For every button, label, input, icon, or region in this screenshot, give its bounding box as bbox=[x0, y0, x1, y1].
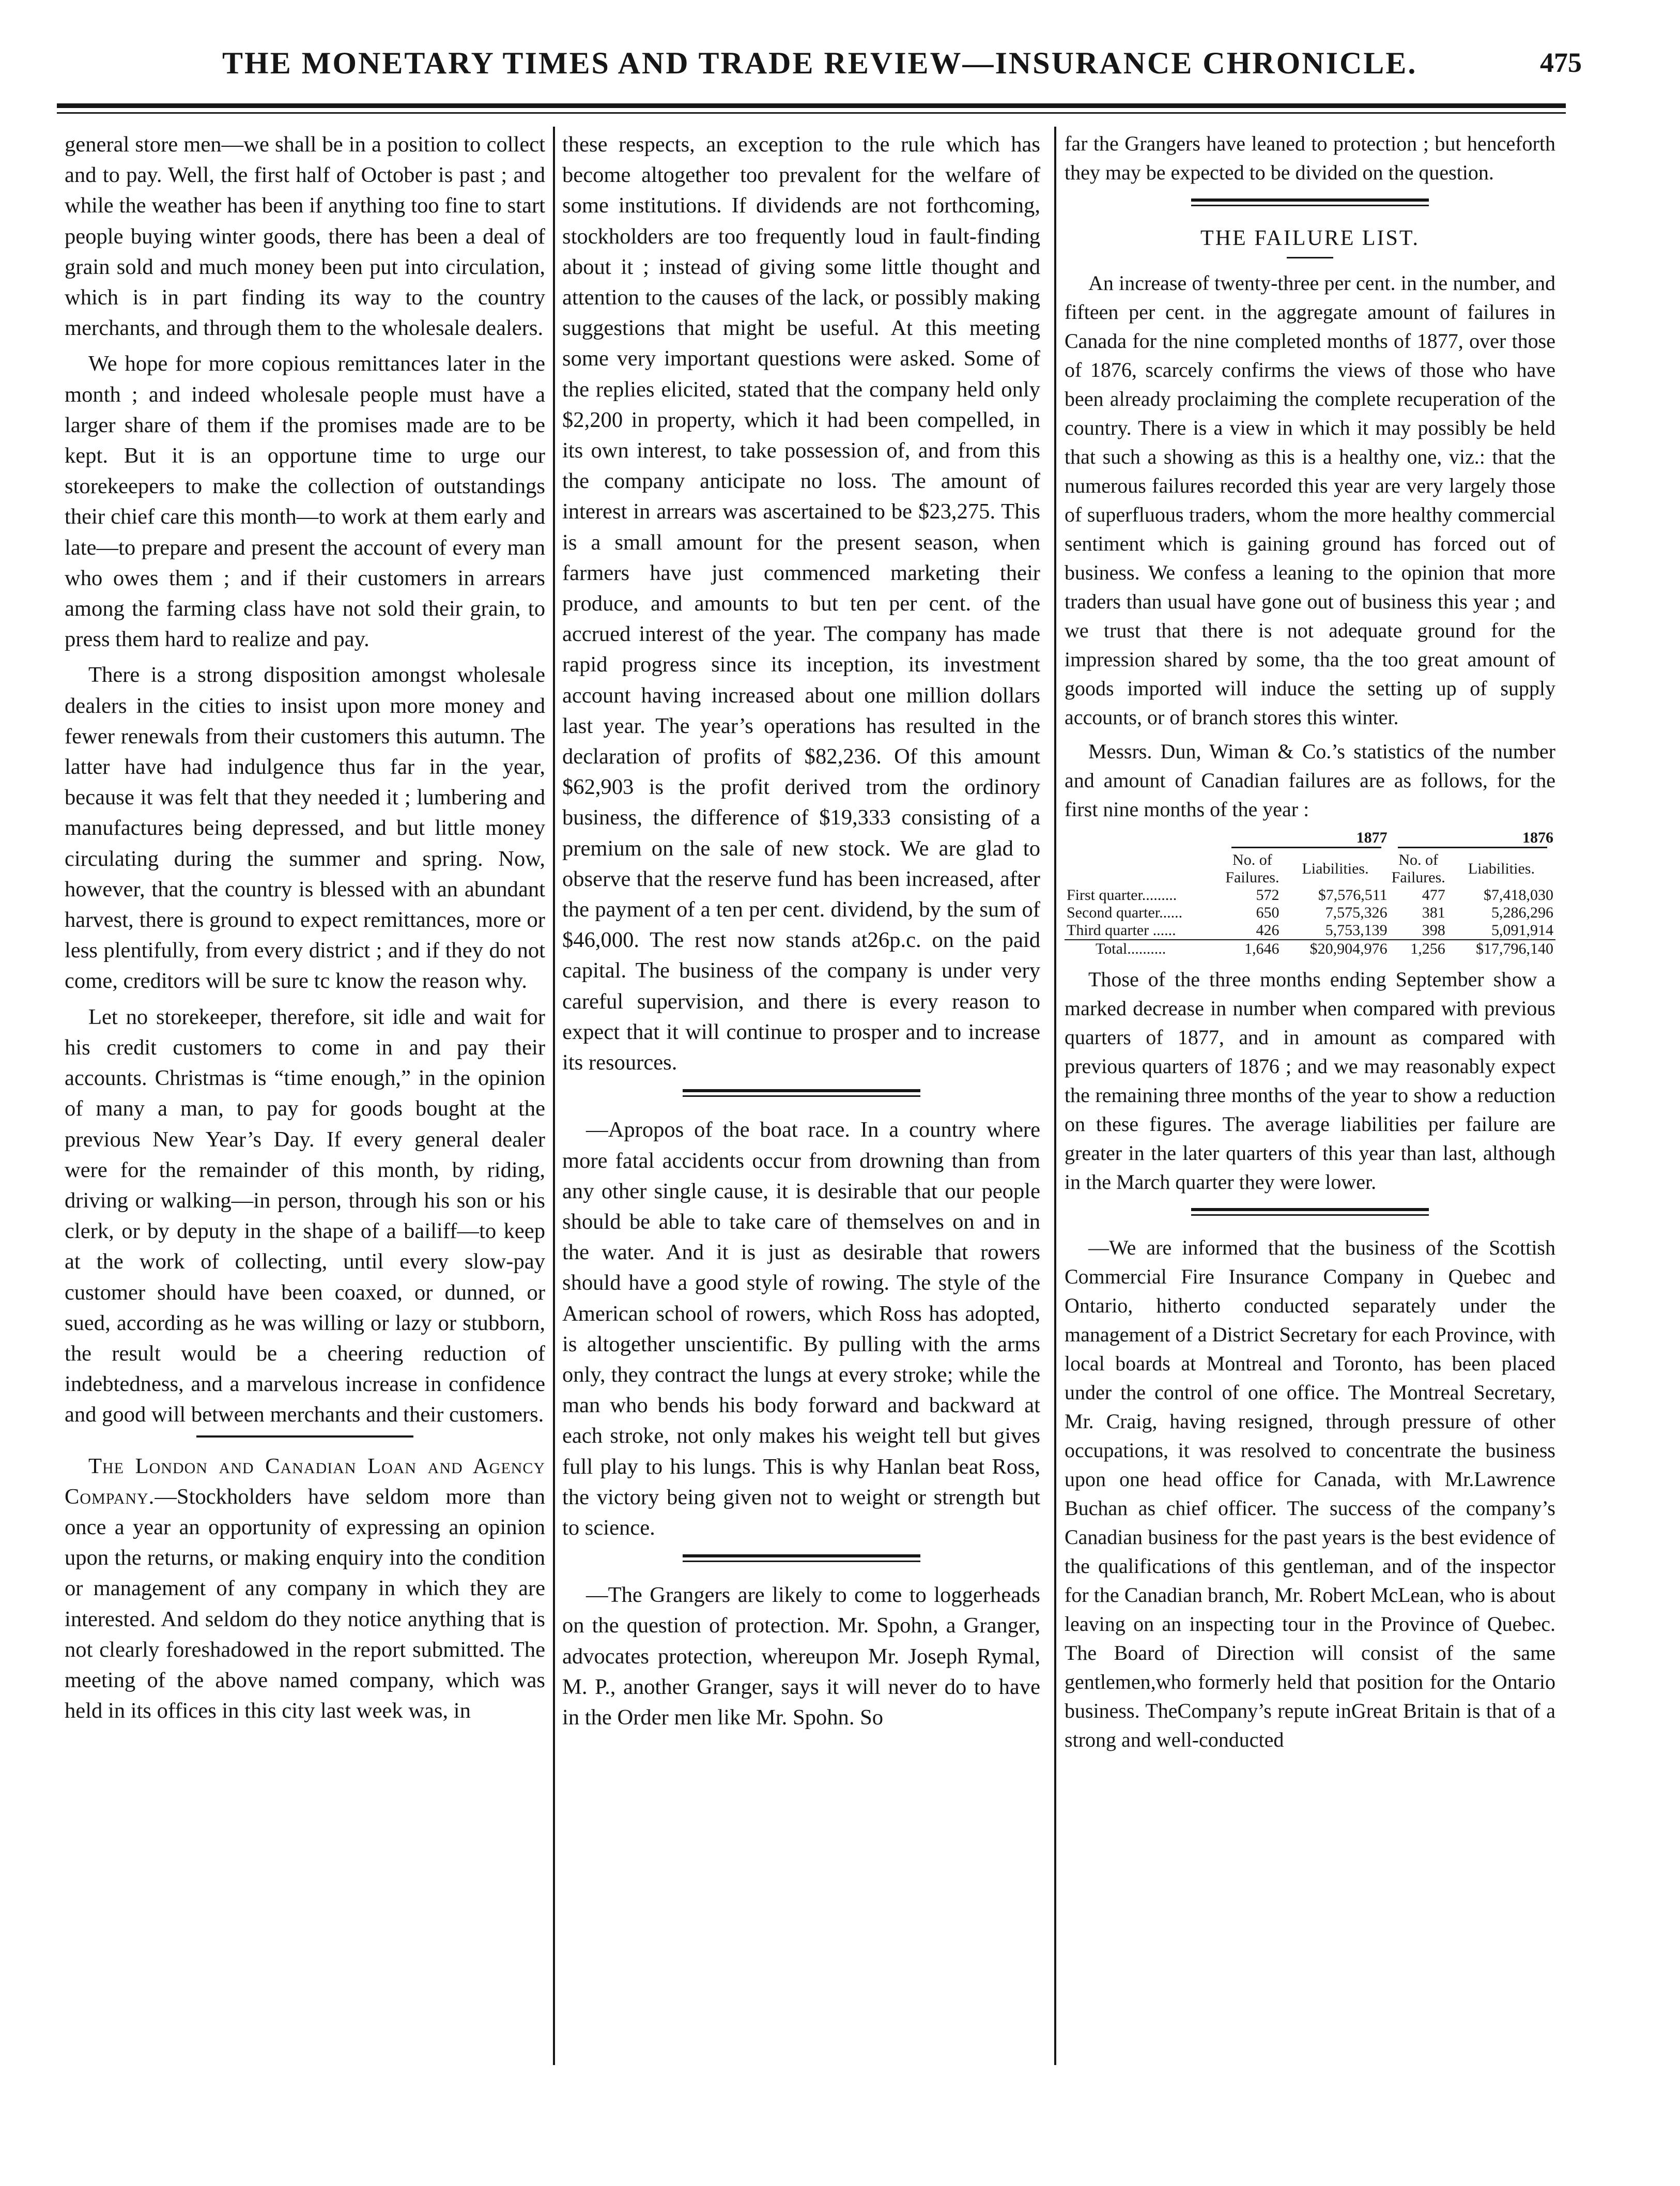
page-header bbox=[57, 40, 1607, 89]
column-middle bbox=[562, 129, 1040, 2052]
table-year-row bbox=[1065, 829, 1555, 847]
section-separator bbox=[683, 1554, 920, 1562]
section-separator bbox=[1191, 198, 1429, 206]
article-body: —Stockholders have seldom more than once a year an opportunity of expressing an opinion upon the returns, or making enquiry into the condition or management of any company in which they are interested. And seldom do they notice anything that is not clearly foreshadowed in the report submitted. The meeting of the above named company, which was held in its offices in this city last week was, in bbox=[65, 1484, 545, 1723]
table-brace-row bbox=[1065, 847, 1555, 851]
table-row: Third quarter ...... 426 5,753,139 398 5,091,914 bbox=[1067, 922, 1553, 939]
paragraph: Messrs. Dun, Wiman & Co.’s statistics of the number and amount of Canadian failures are as follows, for the first nine months of the year : bbox=[1065, 740, 1555, 821]
col-header-liabilities: Liabilities. bbox=[1302, 860, 1369, 877]
header-rule bbox=[57, 103, 1566, 108]
col-header-failures: No. of Failures. bbox=[1391, 851, 1445, 886]
column-divider bbox=[1054, 127, 1056, 2065]
running-title: THE MONETARY TIMES AND TRADE REVIEW—INSURANCE CHRONICLE. bbox=[222, 46, 1417, 80]
article-london-canadian bbox=[65, 1451, 545, 1726]
table-total-row: Total.......... 1,646 $20,904,976 1,256 $17,796,140 bbox=[1065, 940, 1555, 958]
section-separator bbox=[1191, 1208, 1429, 1216]
table-row: First quarter......... 572 $7,576,511 477 $7,418,030 bbox=[1067, 886, 1553, 904]
year-1877: 1877 bbox=[1356, 829, 1388, 846]
header-rule-thin bbox=[57, 112, 1566, 114]
paragraph-grangers: —The Grangers are likely to come to loggerheads on the question of protection. Mr. Spohn, a Granger, advocates protection, whereupon Mr. Joseph Rymal, M. P., another Granger, says it will never do to have in the Order men like Mr. Spohn. So bbox=[562, 1583, 1040, 1730]
table-row: Second quarter...... 650 7,575,326 381 5,286,296 bbox=[1067, 904, 1553, 921]
paragraph: general store men—we shall be in a position to collect and to pay. Well, the first half of October is past ; and while the weather has been if anything too fine to start people buying winter goods, there has been a deal of grain sold and much money been put into circulation, which is in part finding its way to the country merchants, and through them to the wholesale dealers. bbox=[65, 132, 545, 341]
column-left bbox=[65, 129, 545, 2052]
failure-statistics-table bbox=[1065, 829, 1555, 958]
col-header-failures: No. of Failures. bbox=[1225, 851, 1280, 886]
paragraph: these respects, an exception to the rule which has become altogether too prevalent for the welfare of some institutions. If dividends are not forthcoming, stockholders are too frequently loud in fault-finding about it ; instead of giving some little thought and attention to the causes of the lack, or possibly making suggestions that might be useful. At this meeting some very important questions were asked. Some of the replies elicited, stated that the company held only $2,200 in property, which it had been compelled, in its own interest, to take possession of, and from this the company anticipate no loss. The amount of interest in arrears was ascertained to be $23,275. This is a small amount for the present season, when farmers have just commenced marketing their produce, and amounts to but ten per cent. of the accrued interest of the year. The company has made rapid progress since its inception, its investment account having increased about one million dollars last year. The year’s operations has resulted in the declaration of profits of $82,236. Of this amount $62,903 is the profit derived trom the ordinory business, the difference of $19,333 consisting of a premium on the sale of new stock. We are glad to observe that the reserve fund has been increased, after the payment of a ten per cent. dividend, by the sum of $46,000. The rest now stands at26p.c. on the paid capital. The business of the company is under very careful supervision, and there is every reason to expect that it will continue to prosper and to increase its resources. bbox=[562, 132, 1040, 1075]
section-title: THE FAILURE LIST. bbox=[1200, 226, 1420, 250]
col-header-liabilities: Liabilities. bbox=[1468, 860, 1535, 877]
section-rule bbox=[196, 1435, 413, 1438]
title-underline bbox=[1287, 257, 1333, 258]
paragraph: We hope for more copious remittances later in the month ; and indeed wholesale people must have a larger share of them if the promises made are to be kept. But it is an opportune time to urge our storekeepers to make the collection of outstandings their chief care this month—to work at them early and late—to prepare and present the account of every man who owes them ; and if their customers in arrears among the farming class have not sold their grain, to press them hard to realize and pay. bbox=[65, 351, 545, 652]
page-number: 475 bbox=[1540, 47, 1582, 78]
paragraph: An increase of twenty-three per cent. in the number, and fifteen per cent. in the aggregate amount of failures in Canada for the nine completed months of 1877, over those of 1876, scarcely confirms the views of those who have been already proclaiming the complete recuperation of the country. There is a view in which it may possibly be held that such a showing as this is a healthy one, viz.: that the numerous failures recorded this year are very largely those of superfluous traders, whom the more healthy commercial sentiment which is gaining ground has forced out of business. We confess a leaning to the opinion that more traders than usual have gone out of business this year ; and we trust that there is not adequate ground for the impression shared by some, tha the too great amount of goods imported will induce the setting up of supply accounts, or of branch stores this winter. bbox=[1065, 271, 1555, 729]
paragraph: far the Grangers have leaned to protection ; but henceforth they may be expected to be divided on the question. bbox=[1065, 132, 1555, 184]
section-separator bbox=[683, 1089, 920, 1097]
column-right bbox=[1065, 129, 1555, 2052]
paragraph-boat-race: —Apropos of the boat race. In a country where more fatal accidents occur from drowning than from any other single cause, it is desirable that our people should be able to take care of themselves on and in the water. And it is just as desirable that rowers should have a good style of rowing. The style of the American school of rowers, which Ross has adopted, is altogether unscientific. By pulling with the arms only, they contract the lungs at every stroke; while the man who bends his body forward and backward at each stroke, not only makes his weight tell but gives full play to his lungs. This is why Hanlan beat Ross, the victory being given not to weight or strength but to science. bbox=[562, 1118, 1040, 1540]
column-divider bbox=[553, 127, 555, 2065]
paragraph: Those of the three months ending September show a marked decrease in number when compared with previous quarters of 1877, and in amount as compared with previous quarters of 1876 ; and we may reasonably expect the remaining three months of the year to show a reduction on these figures. The average liabilities per failure are greater in the later quarters of this year than last, although in the March quarter they were lower. bbox=[1065, 968, 1555, 1194]
article-heading: The London and Canadian Loan and Agency Company. bbox=[65, 1454, 545, 1509]
paragraph-scottish-commercial: —We are informed that the business of the Scottish Commercial Fire Insurance Company in Quebec and Ontario, hitherto conducted separately under the management of a District Secretary for each Province, with local boards at Montreal and Toronto, has been placed under the control of one office. The Montreal Secretary, Mr. Craig, having resigned, through pressure of other occupations, it was resolved to concentrate the business upon one head office for Canada, with Mr.Lawrence Buchan as chief officer. The success of the company’s Canadian business for the past years is the best evidence of the qualifications of this gentleman, and of the inspector for the Canadian branch, Mr. Robert McLean, who is about leaving on an inspecting tour in the Province of Quebec. The Board of Direction will consist of the same gentlemen,who formerly held that position for the Ontario business. TheCompany’s repute inGreat Britain is that of a strong and well-conducted bbox=[1065, 1236, 1555, 1751]
paragraph: There is a strong disposition amongst wholesale dealers in the cities to insist upon more money and fewer renewals from their customers this autumn. The latter have had indulgence thus far in the year, because it was felt that they needed it ; lumbering and manufactures being depressed, and but little money circulating during the summer and spring. Now, however, that the country is blessed with an abundant harvest, there is ground to expect remittances, more or less plentifully, from every district ; and if they do not come, creditors will be sure tc know the reason why. bbox=[65, 663, 545, 993]
table-header-row bbox=[1065, 851, 1555, 886]
year-1876: 1876 bbox=[1522, 829, 1553, 846]
paragraph: Let no storekeeper, therefore, sit idle and wait for his credit customers to come in and pay their accounts. Christmas is “time enough,” in the opinion of many a man, to pay for goods bought at the previous New Year’s Day. If every general dealer were for the remainder of this month, by riding, driving or walking—in person, through his son or his clerk, or by deputy in the shape of a bailiff—to keep at the work of collecting, until every slow-pay customer should have been coaxed, or dunned, or sued, according as he was willing or lazy or stubborn, the result would be a cheering reduction of indebtedness, and a marvelous increase in confidence and good will between merchants and their customers. bbox=[65, 1004, 545, 1427]
